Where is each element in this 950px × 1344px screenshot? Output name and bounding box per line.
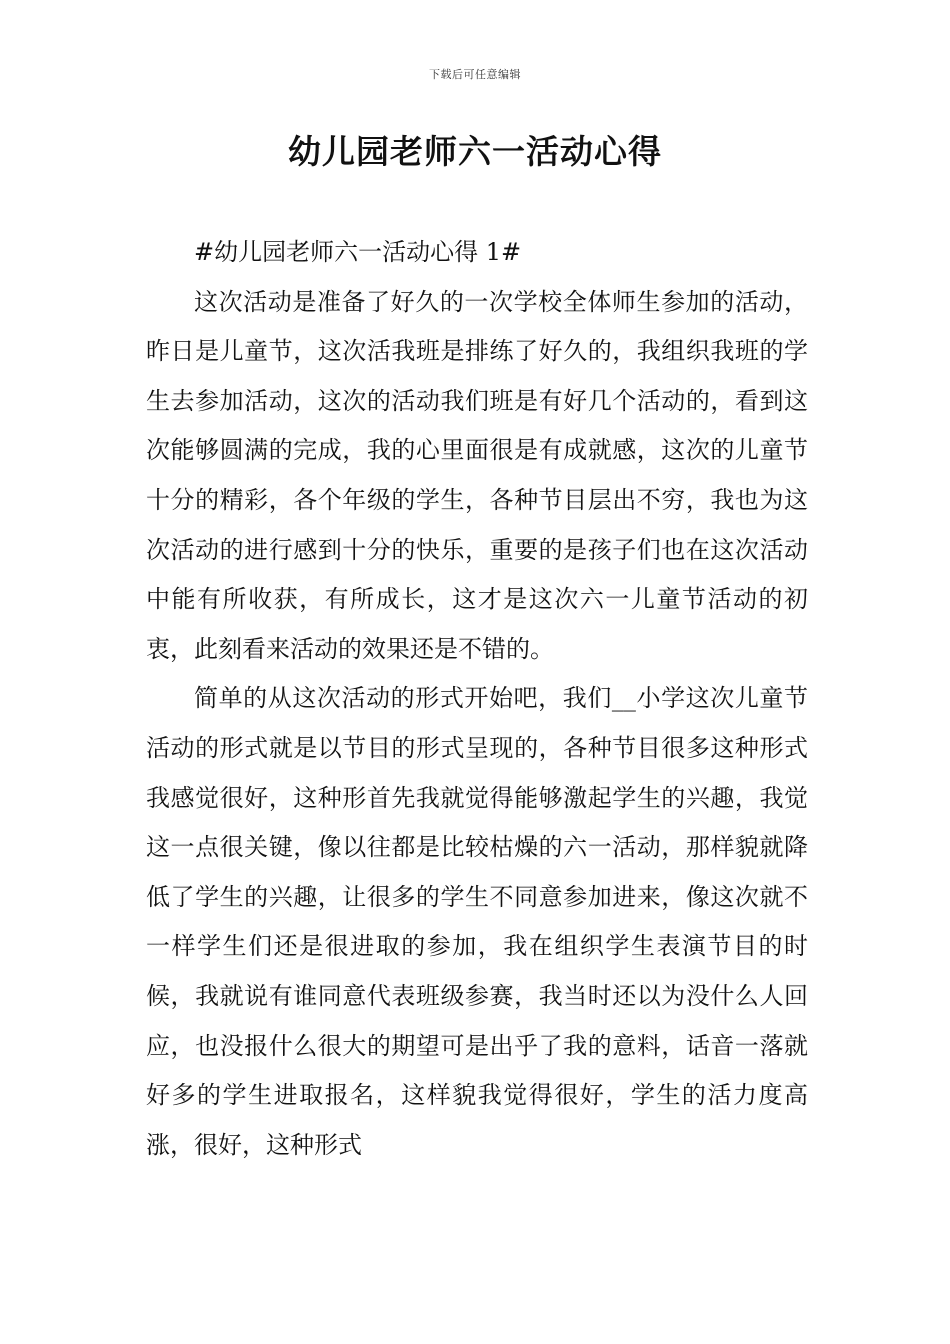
section-heading: #幼儿园老师六一活动心得 1# (194, 238, 522, 266)
document-body (146, 228, 808, 1170)
document-title: 幼儿园老师六一活动心得 (288, 132, 662, 171)
header-note: 下载后可任意编辑 (429, 68, 521, 81)
paragraph-2: 简单的从这次活动的形式开始吧，我们__小学这次儿童节活动的形式就是以节目的形式呈现的，各种节目很多这种形式我感觉很好，这种形首先我就觉得能够激起学生的兴趣，我觉这一点很关键，像以往都是比较枯燥的六一活动，那样貌就降低了学生的兴趣，让很多的学生不同意参加进来，像这次就不一样学生们还是很进取的参加，我在组织学生表演节目的时候，我就说有谁同意代表班级参赛，我当时还以为没什么人回应，也没报什么很大的期望可是出乎了我的意料，话音一落就好多的学生进取报名，这样貌我觉得很好，学生的活力度高涨，很好，这种形式 (146, 684, 808, 1159)
paragraph-1: 这次活动是准备了好久的一次学校全体师生参加的活动，昨日是儿童节，这次活我班是排练了好久的，我组织我班的学生去参加活动，这次的活动我们班是有好几个活动的，看到这次能够圆满的完成，我的心里面很是有成就感，这次的儿童节十分的精彩，各个年级的学生，各种节目层出不穷，我也为这次活动的进行感到十分的快乐，重要的是孩子们也在这次活动中能有所收获，有所成长，这才是这次六一儿童节活动的初衷，此刻看来活动的效果还是不错的。 (146, 287, 808, 663)
